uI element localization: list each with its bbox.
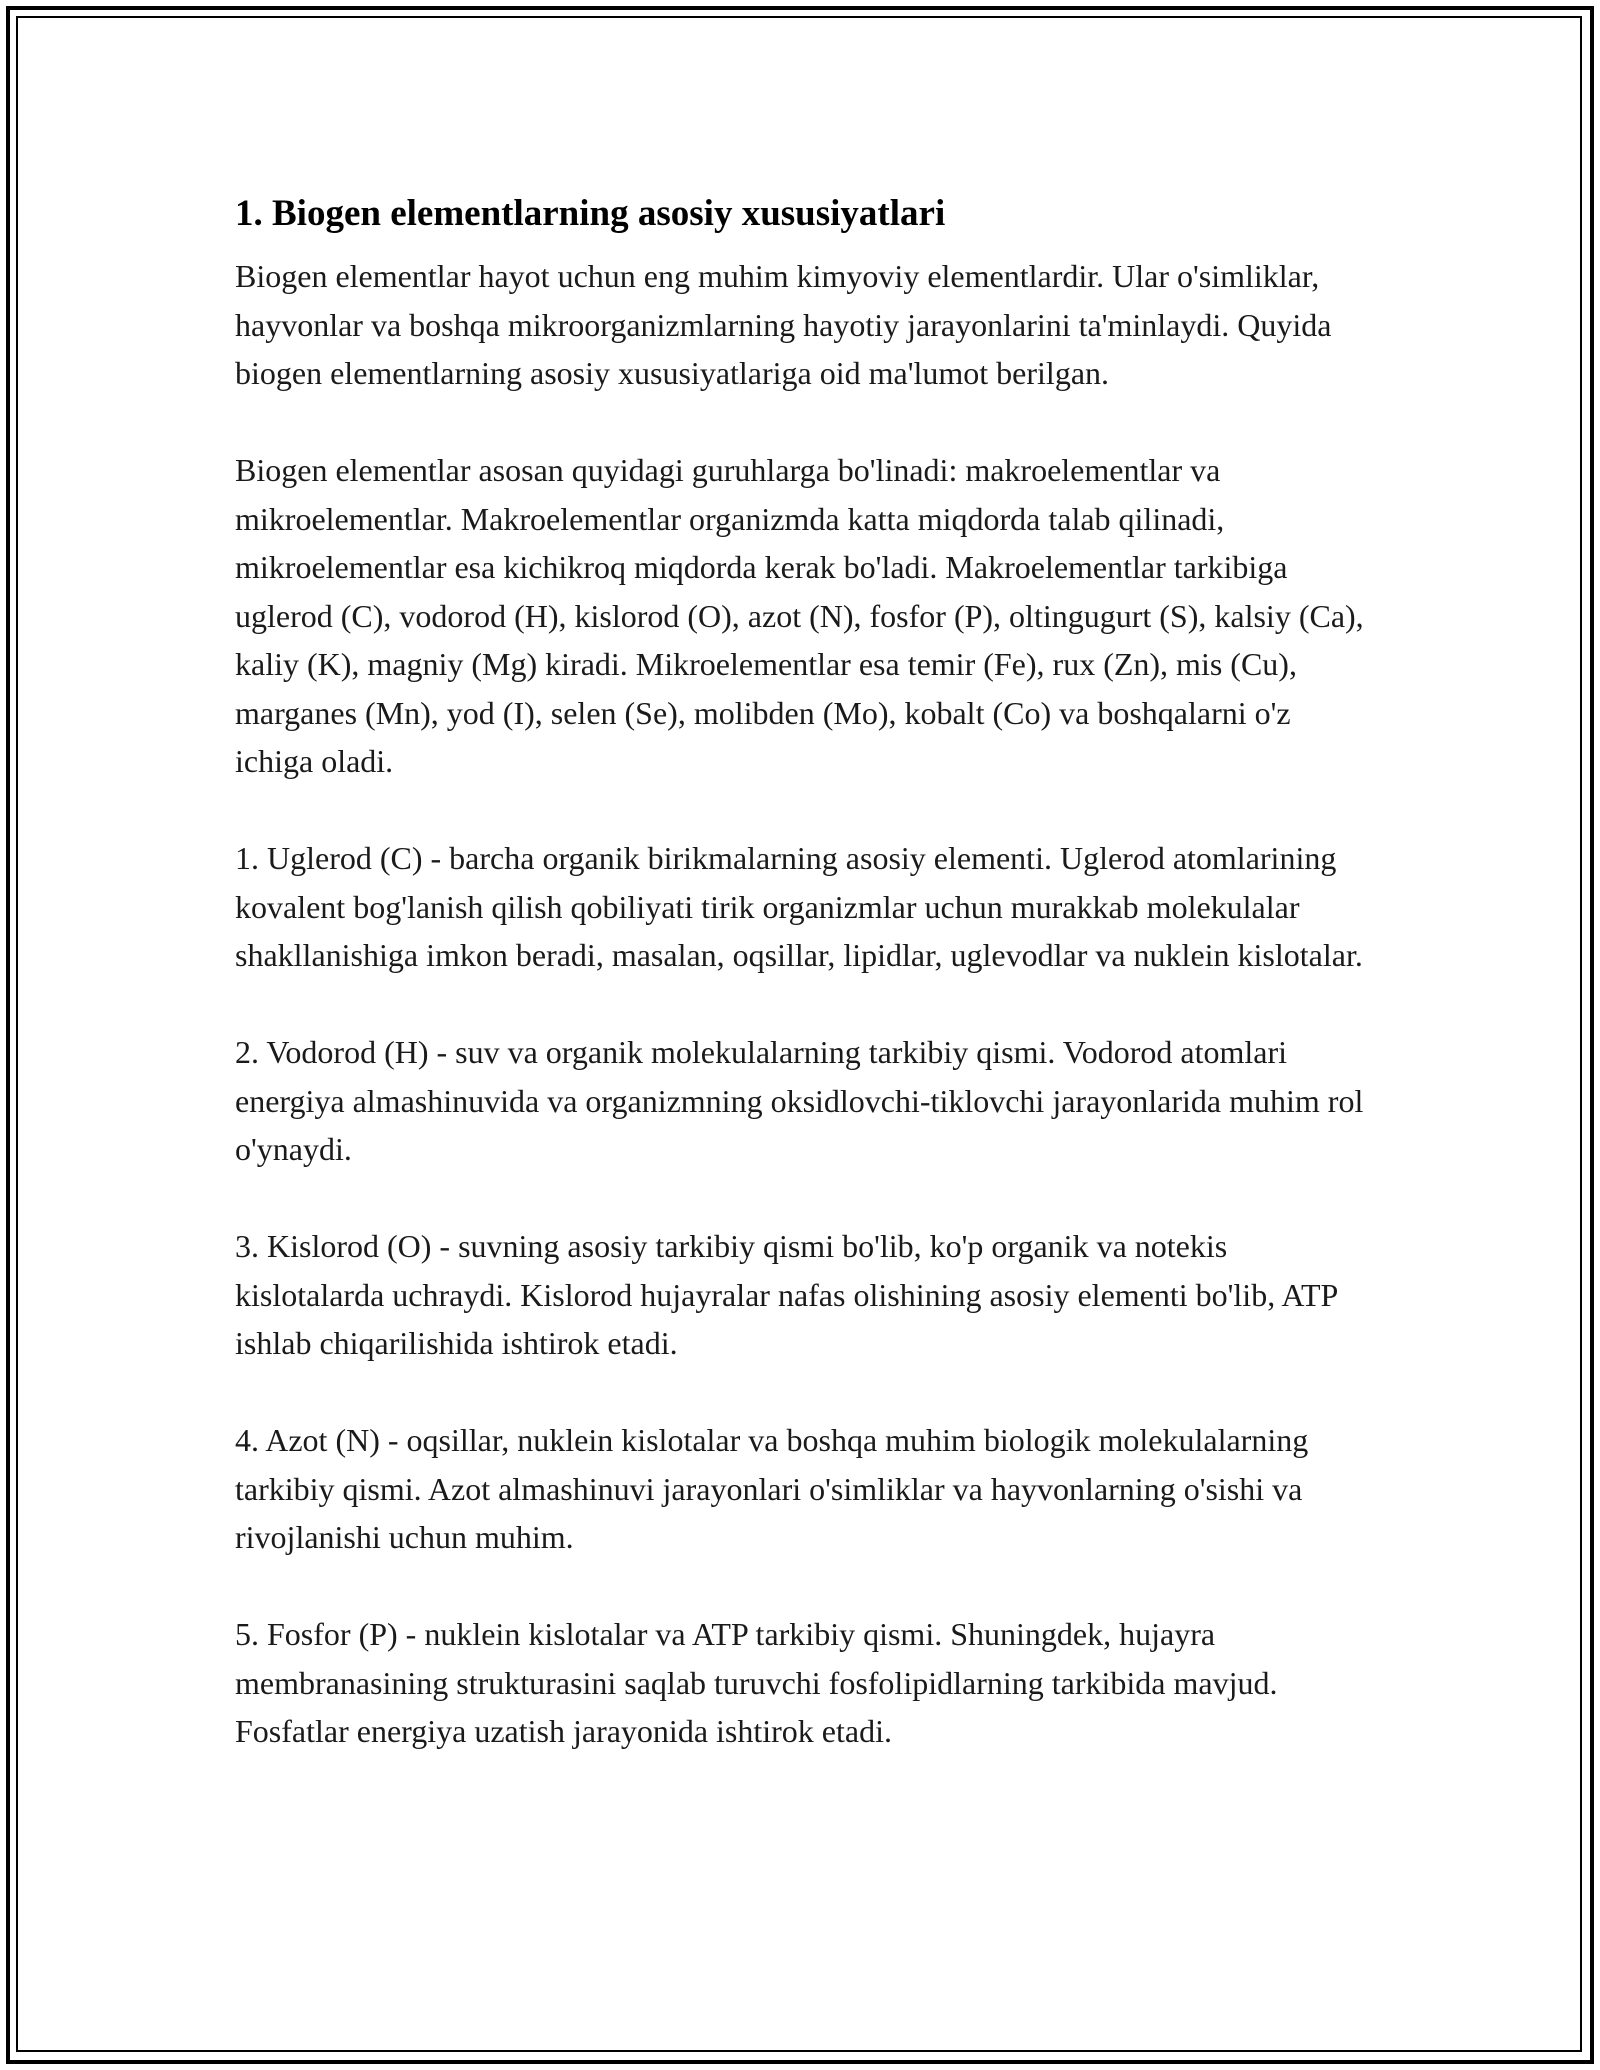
phosphorus-paragraph: 5. Fosfor (P) - nuklein kislotalar va ATP tarkibiy qismi. Shuningdek, hujayra membranasining strukturasini saqlab turuvchi fosfolipidlarning tarkibida mavjud. Fosfatlar energiya uzatish jarayonida ishtirok etadi.: [235, 1616, 1278, 1749]
document-body: [235, 186, 1375, 1804]
carbon-paragraph: 1. Uglerod (C) - barcha organik birikmalarning asosiy elementi. Uglerod atomlarining kovalent bog'lanish qilish qobiliyati tirik organizmlar uchun murakkab molekulalar shakllanishiga imkon beradi, masalan, oqsillar, lipidlar, uglevodlar va nuklein kislotalar.: [235, 840, 1363, 973]
oxygen-paragraph: 3. Kislorod (O) - suvning asosiy tarkibiy qismi bo'lib, ko'p organik va notekis kislotalarda uchraydi. Kislorod hujayralar nafas olishining asosiy elementi bo'lib, ATP ishlab chiqarilishida ishtirok etadi.: [235, 1228, 1338, 1361]
hydrogen-paragraph: 2. Vodorod (H) - suv va organik molekulalarning tarkibiy qismi. Vodorod atomlari energiya almashinuvida va organizmning oksidlovchi-tiklovchi jarayonlarida muhim rol o'ynaydi.: [235, 1034, 1364, 1167]
classification-paragraph: Biogen elementlar asosan quyidagi guruhlarga bo'linadi: makroelementlar va mikroelementlar. Makroelementlar organizmda katta miqdorda talab qilinadi, mikroelementlar esa kichikroq miqdorda kerak bo'ladi. Makroelementlar tarkibiga uglerod (C), vodorod (H), kislorod (O), azot (N), fosfor (P), oltingugurt (S), kalsiy (Ca), kaliy (K), magniy (Mg) kiradi. Mikroelementlar esa temir (Fe), rux (Zn), mis (Cu), marganes (Mn), yod (I), selen (Se), molibden (Mo), kobalt (Co) va boshqalarni o'z ichiga oladi.: [235, 452, 1364, 779]
section-title: 1. Biogen elementlarning asosiy xususiyatlari: [235, 193, 946, 234]
nitrogen-paragraph: 4. Azot (N) - oqsillar, nuklein kislotalar va boshqa muhim biologik molekulalarning tarkibiy qismi. Azot almashinuvi jarayonlari o'simliklar va hayvonlarning o'sishi va rivojlanishi uchun muhim.: [235, 1422, 1309, 1555]
intro-paragraph: Biogen elementlar hayot uchun eng muhim kimyoviy elementlardir. Ular o'simliklar, hayvonlar va boshqa mikroorganizmlarning hayotiy jarayonlarini ta'minlaydi. Quyida biogen elementlarning asosiy xususiyatlariga oid ma'lumot berilgan.: [235, 258, 1332, 391]
